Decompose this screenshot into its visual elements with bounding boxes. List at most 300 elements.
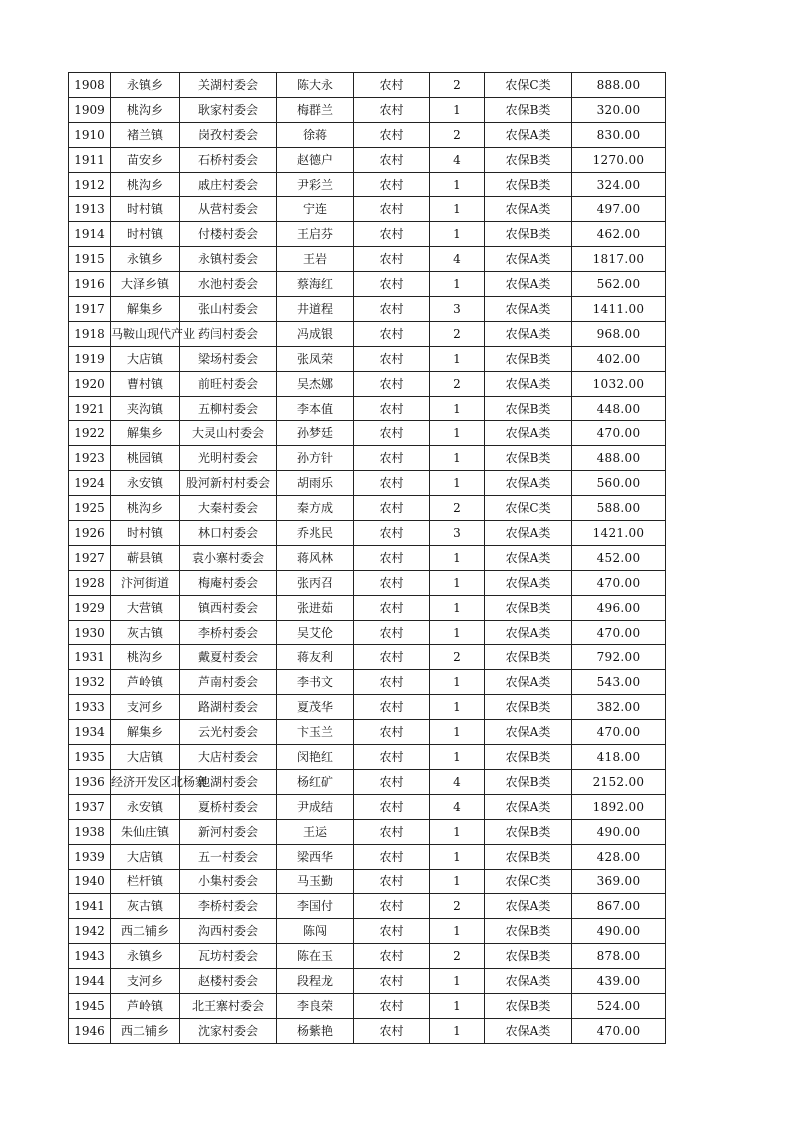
insurance-category-cell: 农保B类 (485, 222, 572, 247)
household-size-cell: 3 (430, 297, 485, 322)
amount-cell: 562.00 (572, 272, 666, 297)
village-committee-cell: 五一村委会 (180, 844, 277, 869)
residence-type-cell: 农村 (354, 471, 430, 496)
amount-cell: 588.00 (572, 496, 666, 521)
record-number-cell: 1932 (69, 670, 111, 695)
amount-cell: 560.00 (572, 471, 666, 496)
township-cell: 永镇乡 (111, 944, 180, 969)
record-number-cell: 1916 (69, 272, 111, 297)
table-row (69, 620, 666, 645)
residence-type-cell: 农村 (354, 944, 430, 969)
table-row (69, 222, 666, 247)
village-committee-cell: 北王寨村委会 (180, 993, 277, 1018)
insurance-category-cell: 农保A类 (485, 1018, 572, 1043)
table-row (69, 521, 666, 546)
amount-cell: 439.00 (572, 969, 666, 994)
household-size-cell: 2 (430, 122, 485, 147)
household-size-cell: 1 (430, 670, 485, 695)
household-size-cell: 1 (430, 695, 485, 720)
residence-type-cell: 农村 (354, 97, 430, 122)
township-cell: 解集乡 (111, 720, 180, 745)
township-cell: 大泽乡镇 (111, 272, 180, 297)
record-number-cell: 1940 (69, 869, 111, 894)
household-size-cell: 3 (430, 521, 485, 546)
household-size-cell: 1 (430, 471, 485, 496)
township-cell: 经济开发区北杨寨 (111, 769, 180, 794)
village-committee-cell: 戚庄村委会 (180, 172, 277, 197)
record-number-cell: 1933 (69, 695, 111, 720)
table-row (69, 844, 666, 869)
village-committee-cell: 镇西村委会 (180, 595, 277, 620)
insurance-category-cell: 农保A类 (485, 894, 572, 919)
table-row (69, 396, 666, 421)
table-row (69, 819, 666, 844)
insurance-category-cell: 农保A类 (485, 545, 572, 570)
village-committee-cell: 李桥村委会 (180, 894, 277, 919)
insurance-category-cell: 农保B类 (485, 944, 572, 969)
amount-cell: 490.00 (572, 819, 666, 844)
insurance-category-cell: 农保B类 (485, 97, 572, 122)
table-row (69, 346, 666, 371)
person-name-cell: 王运 (277, 819, 354, 844)
village-committee-cell: 永镇村委会 (180, 247, 277, 272)
insurance-category-cell: 农保A类 (485, 321, 572, 346)
township-cell: 桃沟乡 (111, 97, 180, 122)
table-row (69, 446, 666, 471)
insurance-category-cell: 农保B类 (485, 172, 572, 197)
table-body (69, 73, 666, 1044)
table-row (69, 247, 666, 272)
insurance-category-cell: 农保B类 (485, 396, 572, 421)
insurance-category-cell: 农保B类 (485, 595, 572, 620)
residence-type-cell: 农村 (354, 894, 430, 919)
amount-cell: 888.00 (572, 73, 666, 98)
residence-type-cell: 农村 (354, 969, 430, 994)
record-number-cell: 1915 (69, 247, 111, 272)
person-name-cell: 徐蒋 (277, 122, 354, 147)
table-row (69, 595, 666, 620)
table-row (69, 794, 666, 819)
table-row (69, 769, 666, 794)
table-row (69, 321, 666, 346)
village-committee-cell: 药闫村委会 (180, 321, 277, 346)
township-cell: 汴河街道 (111, 570, 180, 595)
amount-cell: 792.00 (572, 645, 666, 670)
village-committee-cell: 袁小寨村委会 (180, 545, 277, 570)
residence-type-cell: 农村 (354, 919, 430, 944)
record-number-cell: 1930 (69, 620, 111, 645)
household-size-cell: 1 (430, 919, 485, 944)
record-number-cell: 1918 (69, 321, 111, 346)
village-committee-cell: 路湖村委会 (180, 695, 277, 720)
residence-type-cell: 农村 (354, 222, 430, 247)
insurance-category-cell: 农保A类 (485, 371, 572, 396)
person-name-cell: 尹彩兰 (277, 172, 354, 197)
township-cell: 解集乡 (111, 421, 180, 446)
household-size-cell: 2 (430, 944, 485, 969)
township-cell: 朱仙庄镇 (111, 819, 180, 844)
household-size-cell: 4 (430, 147, 485, 172)
residence-type-cell: 农村 (354, 272, 430, 297)
table-row (69, 197, 666, 222)
person-name-cell: 梁西华 (277, 844, 354, 869)
person-name-cell: 张进茹 (277, 595, 354, 620)
insurance-category-cell: 农保B类 (485, 769, 572, 794)
household-size-cell: 1 (430, 620, 485, 645)
table-row (69, 745, 666, 770)
record-number-cell: 1939 (69, 844, 111, 869)
household-size-cell: 4 (430, 769, 485, 794)
township-cell: 永安镇 (111, 794, 180, 819)
township-cell: 时村镇 (111, 197, 180, 222)
amount-cell: 382.00 (572, 695, 666, 720)
township-cell: 永镇乡 (111, 73, 180, 98)
residence-type-cell: 农村 (354, 122, 430, 147)
residence-type-cell: 农村 (354, 197, 430, 222)
household-size-cell: 1 (430, 595, 485, 620)
residence-type-cell: 农村 (354, 147, 430, 172)
village-committee-cell: 林口村委会 (180, 521, 277, 546)
record-number-cell: 1922 (69, 421, 111, 446)
assistance-table (68, 72, 666, 1044)
amount-cell: 470.00 (572, 1018, 666, 1043)
amount-cell: 496.00 (572, 595, 666, 620)
township-cell: 时村镇 (111, 222, 180, 247)
insurance-category-cell: 农保A类 (485, 794, 572, 819)
village-committee-cell: 大店村委会 (180, 745, 277, 770)
township-cell: 西二铺乡 (111, 1018, 180, 1043)
village-committee-cell: 李桥村委会 (180, 620, 277, 645)
residence-type-cell: 农村 (354, 844, 430, 869)
township-cell: 大店镇 (111, 844, 180, 869)
amount-cell: 320.00 (572, 97, 666, 122)
table-row (69, 421, 666, 446)
residence-type-cell: 农村 (354, 769, 430, 794)
table-row (69, 297, 666, 322)
village-committee-cell: 张山村委会 (180, 297, 277, 322)
township-cell: 桃沟乡 (111, 172, 180, 197)
residence-type-cell: 农村 (354, 321, 430, 346)
person-name-cell: 李良荣 (277, 993, 354, 1018)
household-size-cell: 1 (430, 545, 485, 570)
table-row (69, 97, 666, 122)
person-name-cell: 王岩 (277, 247, 354, 272)
residence-type-cell: 农村 (354, 695, 430, 720)
person-name-cell: 乔兆民 (277, 521, 354, 546)
person-name-cell: 陈闯 (277, 919, 354, 944)
record-number-cell: 1912 (69, 172, 111, 197)
insurance-category-cell: 农保C类 (485, 73, 572, 98)
insurance-category-cell: 农保A类 (485, 421, 572, 446)
village-committee-cell: 戴夏村委会 (180, 645, 277, 670)
household-size-cell: 1 (430, 1018, 485, 1043)
household-size-cell: 1 (430, 97, 485, 122)
record-number-cell: 1926 (69, 521, 111, 546)
village-committee-cell: 池湖村委会 (180, 769, 277, 794)
record-number-cell: 1919 (69, 346, 111, 371)
person-name-cell: 马玉勤 (277, 869, 354, 894)
amount-cell: 968.00 (572, 321, 666, 346)
residence-type-cell: 农村 (354, 496, 430, 521)
record-number-cell: 1929 (69, 595, 111, 620)
table-row (69, 371, 666, 396)
person-name-cell: 李国付 (277, 894, 354, 919)
village-committee-cell: 沟西村委会 (180, 919, 277, 944)
residence-type-cell: 农村 (354, 670, 430, 695)
township-cell: 支河乡 (111, 695, 180, 720)
household-size-cell: 1 (430, 446, 485, 471)
village-committee-cell: 芦南村委会 (180, 670, 277, 695)
household-size-cell: 1 (430, 720, 485, 745)
record-number-cell: 1928 (69, 570, 111, 595)
amount-cell: 543.00 (572, 670, 666, 695)
household-size-cell: 2 (430, 496, 485, 521)
record-number-cell: 1913 (69, 197, 111, 222)
person-name-cell: 宁连 (277, 197, 354, 222)
amount-cell: 1817.00 (572, 247, 666, 272)
record-number-cell: 1908 (69, 73, 111, 98)
amount-cell: 1892.00 (572, 794, 666, 819)
amount-cell: 470.00 (572, 720, 666, 745)
village-committee-cell: 大灵山村委会 (180, 421, 277, 446)
village-committee-cell: 水池村委会 (180, 272, 277, 297)
table-row (69, 172, 666, 197)
insurance-category-cell: 农保A类 (485, 720, 572, 745)
township-cell: 桃沟乡 (111, 496, 180, 521)
table-row (69, 919, 666, 944)
insurance-category-cell: 农保A类 (485, 297, 572, 322)
person-name-cell: 夏茂华 (277, 695, 354, 720)
insurance-category-cell: 农保B类 (485, 147, 572, 172)
village-committee-cell: 岗孜村委会 (180, 122, 277, 147)
household-size-cell: 1 (430, 172, 485, 197)
person-name-cell: 李本值 (277, 396, 354, 421)
household-size-cell: 2 (430, 371, 485, 396)
person-name-cell: 卞玉兰 (277, 720, 354, 745)
township-cell: 马鞍山现代产业 (111, 321, 180, 346)
record-number-cell: 1944 (69, 969, 111, 994)
record-number-cell: 1910 (69, 122, 111, 147)
insurance-category-cell: 农保B类 (485, 346, 572, 371)
person-name-cell: 杨红矿 (277, 769, 354, 794)
person-name-cell: 张丙召 (277, 570, 354, 595)
village-committee-cell: 小集村委会 (180, 869, 277, 894)
amount-cell: 1270.00 (572, 147, 666, 172)
insurance-category-cell: 农保A类 (485, 471, 572, 496)
person-name-cell: 杨紫艳 (277, 1018, 354, 1043)
person-name-cell: 吴艾伦 (277, 620, 354, 645)
record-number-cell: 1924 (69, 471, 111, 496)
village-committee-cell: 从营村委会 (180, 197, 277, 222)
person-name-cell: 孙梦廷 (277, 421, 354, 446)
household-size-cell: 2 (430, 894, 485, 919)
record-number-cell: 1945 (69, 993, 111, 1018)
township-cell: 褚兰镇 (111, 122, 180, 147)
household-size-cell: 4 (430, 794, 485, 819)
residence-type-cell: 农村 (354, 421, 430, 446)
household-size-cell: 1 (430, 396, 485, 421)
table-row (69, 869, 666, 894)
household-size-cell: 1 (430, 346, 485, 371)
amount-cell: 878.00 (572, 944, 666, 969)
amount-cell: 324.00 (572, 172, 666, 197)
amount-cell: 452.00 (572, 545, 666, 570)
person-name-cell: 尹成结 (277, 794, 354, 819)
record-number-cell: 1911 (69, 147, 111, 172)
person-name-cell: 冯成银 (277, 321, 354, 346)
household-size-cell: 2 (430, 645, 485, 670)
village-committee-cell: 夏桥村委会 (180, 794, 277, 819)
table-row (69, 496, 666, 521)
residence-type-cell: 农村 (354, 720, 430, 745)
person-name-cell: 井道程 (277, 297, 354, 322)
village-committee-cell: 梁场村委会 (180, 346, 277, 371)
household-size-cell: 1 (430, 819, 485, 844)
table-row (69, 73, 666, 98)
residence-type-cell: 农村 (354, 570, 430, 595)
insurance-category-cell: 农保B类 (485, 919, 572, 944)
table-row (69, 720, 666, 745)
record-number-cell: 1942 (69, 919, 111, 944)
residence-type-cell: 农村 (354, 1018, 430, 1043)
person-name-cell: 张凤荣 (277, 346, 354, 371)
record-number-cell: 1936 (69, 769, 111, 794)
table-row (69, 894, 666, 919)
table-row (69, 645, 666, 670)
household-size-cell: 1 (430, 222, 485, 247)
table-row (69, 545, 666, 570)
amount-cell: 462.00 (572, 222, 666, 247)
insurance-category-cell: 农保B类 (485, 695, 572, 720)
township-cell: 曹村镇 (111, 371, 180, 396)
township-cell: 灰古镇 (111, 620, 180, 645)
insurance-category-cell: 农保B类 (485, 645, 572, 670)
insurance-category-cell: 农保A类 (485, 670, 572, 695)
township-cell: 蕲县镇 (111, 545, 180, 570)
amount-cell: 369.00 (572, 869, 666, 894)
insurance-category-cell: 农保B类 (485, 819, 572, 844)
village-committee-cell: 股河新村村委会 (180, 471, 277, 496)
household-size-cell: 2 (430, 73, 485, 98)
household-size-cell: 1 (430, 745, 485, 770)
village-committee-cell: 沈家村委会 (180, 1018, 277, 1043)
person-name-cell: 梅群兰 (277, 97, 354, 122)
residence-type-cell: 农村 (354, 745, 430, 770)
record-number-cell: 1935 (69, 745, 111, 770)
amount-cell: 448.00 (572, 396, 666, 421)
table-row (69, 944, 666, 969)
amount-cell: 428.00 (572, 844, 666, 869)
table-row (69, 969, 666, 994)
person-name-cell: 蔡海红 (277, 272, 354, 297)
residence-type-cell: 农村 (354, 545, 430, 570)
record-number-cell: 1934 (69, 720, 111, 745)
township-cell: 大店镇 (111, 745, 180, 770)
insurance-category-cell: 农保A类 (485, 570, 572, 595)
household-size-cell: 2 (430, 321, 485, 346)
record-number-cell: 1914 (69, 222, 111, 247)
table-row (69, 993, 666, 1018)
amount-cell: 470.00 (572, 421, 666, 446)
amount-cell: 470.00 (572, 620, 666, 645)
record-number-cell: 1921 (69, 396, 111, 421)
household-size-cell: 1 (430, 570, 485, 595)
amount-cell: 1411.00 (572, 297, 666, 322)
record-number-cell: 1931 (69, 645, 111, 670)
insurance-category-cell: 农保B类 (485, 446, 572, 471)
record-number-cell: 1923 (69, 446, 111, 471)
record-number-cell: 1941 (69, 894, 111, 919)
household-size-cell: 4 (430, 247, 485, 272)
person-name-cell: 闵艳红 (277, 745, 354, 770)
amount-cell: 490.00 (572, 919, 666, 944)
insurance-category-cell: 农保A类 (485, 272, 572, 297)
residence-type-cell: 农村 (354, 869, 430, 894)
record-number-cell: 1937 (69, 794, 111, 819)
record-number-cell: 1925 (69, 496, 111, 521)
insurance-category-cell: 农保A类 (485, 521, 572, 546)
village-committee-cell: 大秦村委会 (180, 496, 277, 521)
amount-cell: 470.00 (572, 570, 666, 595)
person-name-cell: 秦方成 (277, 496, 354, 521)
record-number-cell: 1909 (69, 97, 111, 122)
village-committee-cell: 瓦坊村委会 (180, 944, 277, 969)
household-size-cell: 1 (430, 844, 485, 869)
record-number-cell: 1946 (69, 1018, 111, 1043)
insurance-category-cell: 农保A类 (485, 620, 572, 645)
township-cell: 灰古镇 (111, 894, 180, 919)
insurance-category-cell: 农保C类 (485, 869, 572, 894)
table-row (69, 1018, 666, 1043)
township-cell: 芦岭镇 (111, 670, 180, 695)
township-cell: 永安镇 (111, 471, 180, 496)
insurance-category-cell: 农保B类 (485, 844, 572, 869)
township-cell: 时村镇 (111, 521, 180, 546)
residence-type-cell: 农村 (354, 396, 430, 421)
amount-cell: 867.00 (572, 894, 666, 919)
residence-type-cell: 农村 (354, 521, 430, 546)
village-committee-cell: 梅庵村委会 (180, 570, 277, 595)
village-committee-cell: 耿家村委会 (180, 97, 277, 122)
residence-type-cell: 农村 (354, 620, 430, 645)
residence-type-cell: 农村 (354, 247, 430, 272)
person-name-cell: 蒋风林 (277, 545, 354, 570)
household-size-cell: 1 (430, 969, 485, 994)
table-row (69, 122, 666, 147)
household-size-cell: 1 (430, 197, 485, 222)
person-name-cell: 胡雨乐 (277, 471, 354, 496)
residence-type-cell: 农村 (354, 794, 430, 819)
residence-type-cell: 农村 (354, 446, 430, 471)
insurance-category-cell: 农保C类 (485, 496, 572, 521)
person-name-cell: 赵德户 (277, 147, 354, 172)
amount-cell: 1421.00 (572, 521, 666, 546)
amount-cell: 488.00 (572, 446, 666, 471)
village-committee-cell: 赵楼村委会 (180, 969, 277, 994)
insurance-category-cell: 农保A类 (485, 969, 572, 994)
person-name-cell: 陈大永 (277, 73, 354, 98)
township-cell: 桃园镇 (111, 446, 180, 471)
record-number-cell: 1938 (69, 819, 111, 844)
township-cell: 大店镇 (111, 346, 180, 371)
residence-type-cell: 农村 (354, 371, 430, 396)
person-name-cell: 李书文 (277, 670, 354, 695)
household-size-cell: 1 (430, 993, 485, 1018)
record-number-cell: 1927 (69, 545, 111, 570)
person-name-cell: 陈在玉 (277, 944, 354, 969)
township-cell: 栏杆镇 (111, 869, 180, 894)
residence-type-cell: 农村 (354, 819, 430, 844)
